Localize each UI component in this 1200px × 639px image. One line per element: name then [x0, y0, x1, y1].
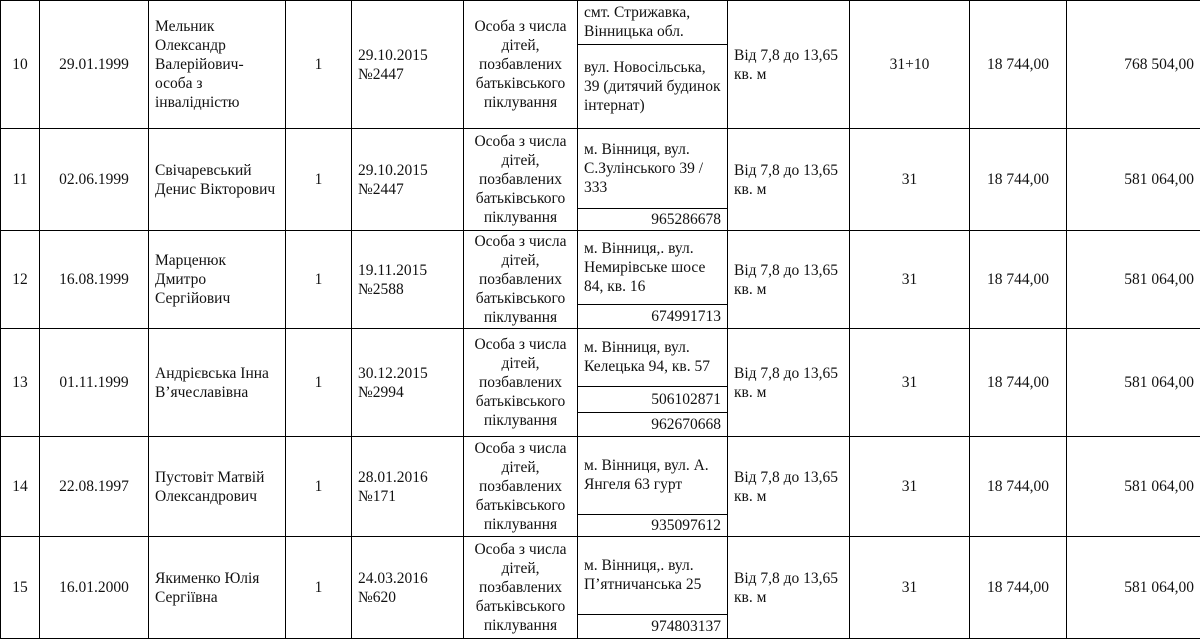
birth-date-cell: 22.08.1997 [40, 437, 149, 537]
area-range-cell: Від 7,8 до 13,65 кв. м [728, 537, 850, 639]
category-cell: Особа з числа дітей, позбавлених батьківського піклування [464, 129, 578, 231]
decision-date-cell: 28.01.2016 №171 [352, 437, 464, 537]
price-per-meter-cell: 18 744,00 [970, 329, 1067, 437]
row-number-cell: 11 [1, 129, 40, 231]
total-cost-cell: 581 064,00 [1067, 437, 1200, 537]
address-cell: м. Вінниця, вул. А. Янгеля 63 гурт [578, 437, 728, 515]
table-body [1, 1, 1200, 639]
total-cost-cell: 581 064,00 [1067, 537, 1200, 639]
price-per-meter-cell: 18 744,00 [970, 1, 1067, 129]
family-size-cell: 1 [286, 129, 352, 231]
phone-number-cell: 962670668 [578, 413, 728, 437]
full-name-cell: Мельник Олександр Валерійович-особа з інвалідністю [149, 1, 286, 129]
family-size-cell: 1 [286, 537, 352, 639]
price-per-meter-cell: 18 744,00 [970, 537, 1067, 639]
family-size-cell: 1 [286, 1, 352, 129]
full-name-cell: Пустовіт Матвій Олександрович [149, 437, 286, 537]
decision-date-cell: 29.10.2015 №2447 [352, 1, 464, 129]
row-number-cell: 12 [1, 231, 40, 329]
phone-number-cell: 974803137 [578, 615, 728, 639]
area-norm-cell: 31 [850, 437, 970, 537]
area-norm-cell: 31 [850, 231, 970, 329]
full-name-cell: Свічаревський Денис Вікторович [149, 129, 286, 231]
full-name-cell: Якименко Юлія Сергіївна [149, 537, 286, 639]
birth-date-cell: 29.01.1999 [40, 1, 149, 129]
phone-number-cell: 506102871 [578, 387, 728, 413]
family-size-cell: 1 [286, 437, 352, 537]
area-norm-cell: 31 [850, 537, 970, 639]
row-number-cell: 14 [1, 437, 40, 537]
total-cost-cell: 768 504,00 [1067, 1, 1200, 129]
phone-number-cell: 674991713 [578, 305, 728, 329]
birth-date-cell: 16.01.2000 [40, 537, 149, 639]
area-range-cell: Від 7,8 до 13,65 кв. м [728, 231, 850, 329]
category-cell: Особа з числа дітей, позбавлених батьківського піклування [464, 537, 578, 639]
area-range-cell: Від 7,8 до 13,65 кв. м [728, 129, 850, 231]
decision-date-cell: 19.11.2015 №2588 [352, 231, 464, 329]
full-name-cell: Андрієвська Інна В’ячеславівна [149, 329, 286, 437]
category-cell: Особа з числа дітей, позбавлених батьківського піклування [464, 1, 578, 129]
row-number-cell: 10 [1, 1, 40, 129]
table-row [1, 437, 1200, 515]
family-size-cell: 1 [286, 329, 352, 437]
price-per-meter-cell: 18 744,00 [970, 129, 1067, 231]
address-cell: м. Вінниця, вул. Келецька 94, кв. 57 [578, 329, 728, 387]
total-cost-cell: 581 064,00 [1067, 231, 1200, 329]
total-cost-cell: 581 064,00 [1067, 329, 1200, 437]
address-cell: смт. Стрижавка, Вінницька обл. [578, 1, 728, 45]
area-range-cell: Від 7,8 до 13,65 кв. м [728, 437, 850, 537]
price-per-meter-cell: 18 744,00 [970, 231, 1067, 329]
area-norm-cell: 31 [850, 329, 970, 437]
row-number-cell: 15 [1, 537, 40, 639]
table-row [1, 129, 1200, 209]
address-cell: м. Вінниця, вул. С.Зулінського 39 / 333 [578, 129, 728, 209]
area-norm-cell: 31+10 [850, 1, 970, 129]
category-cell: Особа з числа дітей, позбавлених батьківського піклування [464, 329, 578, 437]
total-cost-cell: 581 064,00 [1067, 129, 1200, 231]
decision-date-cell: 29.10.2015 №2447 [352, 129, 464, 231]
address-cell: вул. Новосільська, 39 (дитячий будинок інтернат) [578, 45, 728, 129]
price-per-meter-cell: 18 744,00 [970, 437, 1067, 537]
address-cell: м. Вінниця,. вул. П’ятничанська 25 [578, 537, 728, 615]
row-number-cell: 13 [1, 329, 40, 437]
table-row [1, 1, 1200, 45]
category-cell: Особа з числа дітей, позбавлених батьківського піклування [464, 437, 578, 537]
area-range-cell: Від 7,8 до 13,65 кв. м [728, 1, 850, 129]
birth-date-cell: 01.11.1999 [40, 329, 149, 437]
phone-number-cell: 965286678 [578, 209, 728, 231]
table-row [1, 231, 1200, 305]
birth-date-cell: 16.08.1999 [40, 231, 149, 329]
full-name-cell: Марценюк Дмитро Сергійович [149, 231, 286, 329]
birth-date-cell: 02.06.1999 [40, 129, 149, 231]
address-cell: м. Вінниця,. вул. Немирівське шосе 84, кв. 16 [578, 231, 728, 305]
family-size-cell: 1 [286, 231, 352, 329]
decision-date-cell: 24.03.2016 №620 [352, 537, 464, 639]
category-cell: Особа з числа дітей, позбавлених батьківського піклування [464, 231, 578, 329]
area-range-cell: Від 7,8 до 13,65 кв. м [728, 329, 850, 437]
decision-date-cell: 30.12.2015 №2994 [352, 329, 464, 437]
area-norm-cell: 31 [850, 129, 970, 231]
table-row [1, 329, 1200, 387]
table-row [1, 537, 1200, 615]
phone-number-cell: 935097612 [578, 515, 728, 537]
